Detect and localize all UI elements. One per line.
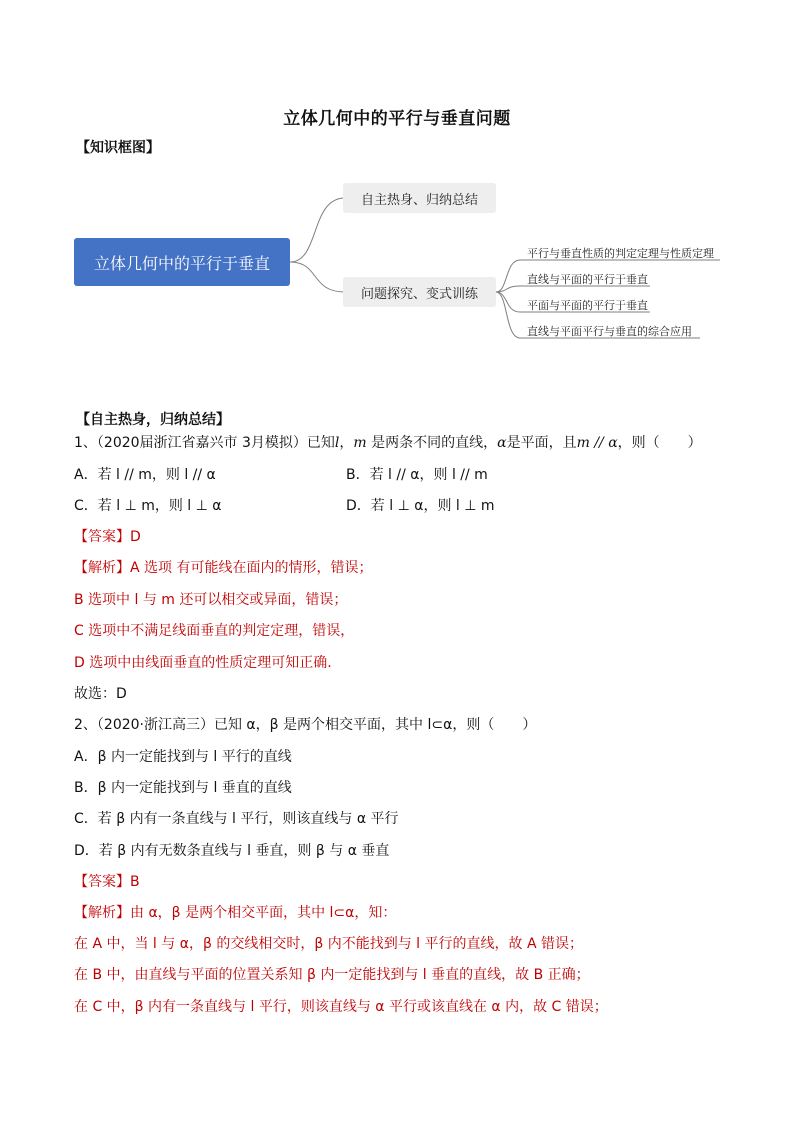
mindmap-leaf-plane-plane: 平面与平面的平行于垂直 bbox=[527, 299, 648, 312]
var-alpha: α bbox=[497, 435, 507, 451]
connector-root-branch2 bbox=[290, 262, 345, 292]
section-warmup-summary: 【自主热身，归纳总结】 bbox=[76, 412, 230, 428]
mindmap-branch-exploration: 问题探究、变式训练 bbox=[343, 277, 496, 307]
mindmap-leaf-theorems: 平行与垂直性质的判定定理与性质定理 bbox=[527, 247, 714, 260]
q1-conclusion: 故选：D bbox=[74, 686, 127, 702]
q1-explanation-text: A 选项 有可能线在面内的情形，错误； bbox=[130, 560, 373, 576]
q1-option-c: C．若 l ⊥ m，则 l ⊥ α bbox=[74, 498, 222, 514]
q1-explanation-4: D 选项中由线面垂直的性质定理可知正确. bbox=[74, 655, 332, 671]
question-1-stem bbox=[74, 433, 702, 453]
var-m: m bbox=[353, 435, 367, 451]
q2-explanation-label: 【解析】 bbox=[74, 905, 130, 921]
q2-answer: 【答案】B bbox=[74, 874, 140, 890]
page-title: 立体几何中的平行与垂直问题 bbox=[283, 109, 511, 129]
q2-option-a: A．β 内一定能找到与 l 平行的直线 bbox=[74, 749, 292, 765]
mindmap-branch-warmup: 自主热身、归纳总结 bbox=[343, 183, 496, 213]
q1-explanation-2: B 选项中 l 与 m 还可以相交或异面，错误； bbox=[74, 592, 348, 608]
q1-explanation-1 bbox=[74, 558, 372, 578]
q1-answer: 【答案】D bbox=[74, 529, 141, 545]
q1-explanation-label: 【解析】 bbox=[74, 560, 130, 576]
q1-condition: m // α bbox=[576, 435, 618, 451]
question-2-stem: 2、（2020·浙江高三）已知 α，β 是两个相交平面，其中 l⊂α，则（ ） bbox=[74, 717, 537, 733]
q2-explanation-4: 在 C 中，β 内有一条直线与 l 平行，则该直线与 α 平行或该直线在 α 内，故 C 错误； bbox=[74, 999, 608, 1015]
q1-stem-part: 1、（2020届浙江省嘉兴市 3月模拟）已知 bbox=[74, 435, 335, 451]
q1-stem-part: 是两条不同的直线， bbox=[366, 435, 498, 451]
q1-stem-part: 是平面，且 bbox=[506, 435, 577, 451]
var-l: l bbox=[334, 435, 340, 451]
q2-explanation-2: 在 A 中，当 l 与 α，β 的交线相交时，β 内不能找到与 l 平行的直线，故 A 错误； bbox=[74, 936, 583, 952]
q2-option-d: D．若 β 内有无数条直线与 l 垂直，则 β 与 α 垂直 bbox=[74, 843, 390, 859]
mindmap-leaf-line-plane: 直线与平面的平行于垂直 bbox=[527, 273, 648, 286]
mindmap-leaf-comprehensive: 直线与平面平行与垂直的综合应用 bbox=[527, 325, 692, 338]
q1-stem-part: ，则（ ） bbox=[617, 435, 702, 451]
q1-stem-part: ， bbox=[339, 435, 354, 451]
mindmap-root: 立体几何中的平行于垂直 bbox=[74, 238, 290, 286]
q1-option-a: A．若 l // m，则 l // α bbox=[74, 467, 216, 483]
q2-option-c: C．若 β 内有一条直线与 l 平行，则该直线与 α 平行 bbox=[74, 811, 399, 827]
connector-root-branch1 bbox=[290, 198, 345, 262]
section-knowledge-framework: 【知识框图】 bbox=[76, 140, 160, 156]
q2-explanation-1 bbox=[74, 903, 396, 923]
q2-option-b: B．β 内一定能找到与 l 垂直的直线 bbox=[74, 780, 292, 796]
q2-explanation-3: 在 B 中，由直线与平面的位置关系知 β 内一定能找到与 l 垂直的直线，故 B 正确； bbox=[74, 967, 590, 983]
q2-explanation-text: 由 α，β 是两个相交平面，其中 l⊂α，知： bbox=[130, 905, 397, 921]
q1-explanation-3: C 选项中不满足线面垂直的判定定理，错误， bbox=[74, 623, 355, 639]
q1-option-b: B．若 l // α，则 l // m bbox=[346, 467, 488, 483]
q1-option-d: D．若 l ⊥ α，则 l ⊥ m bbox=[346, 498, 495, 514]
